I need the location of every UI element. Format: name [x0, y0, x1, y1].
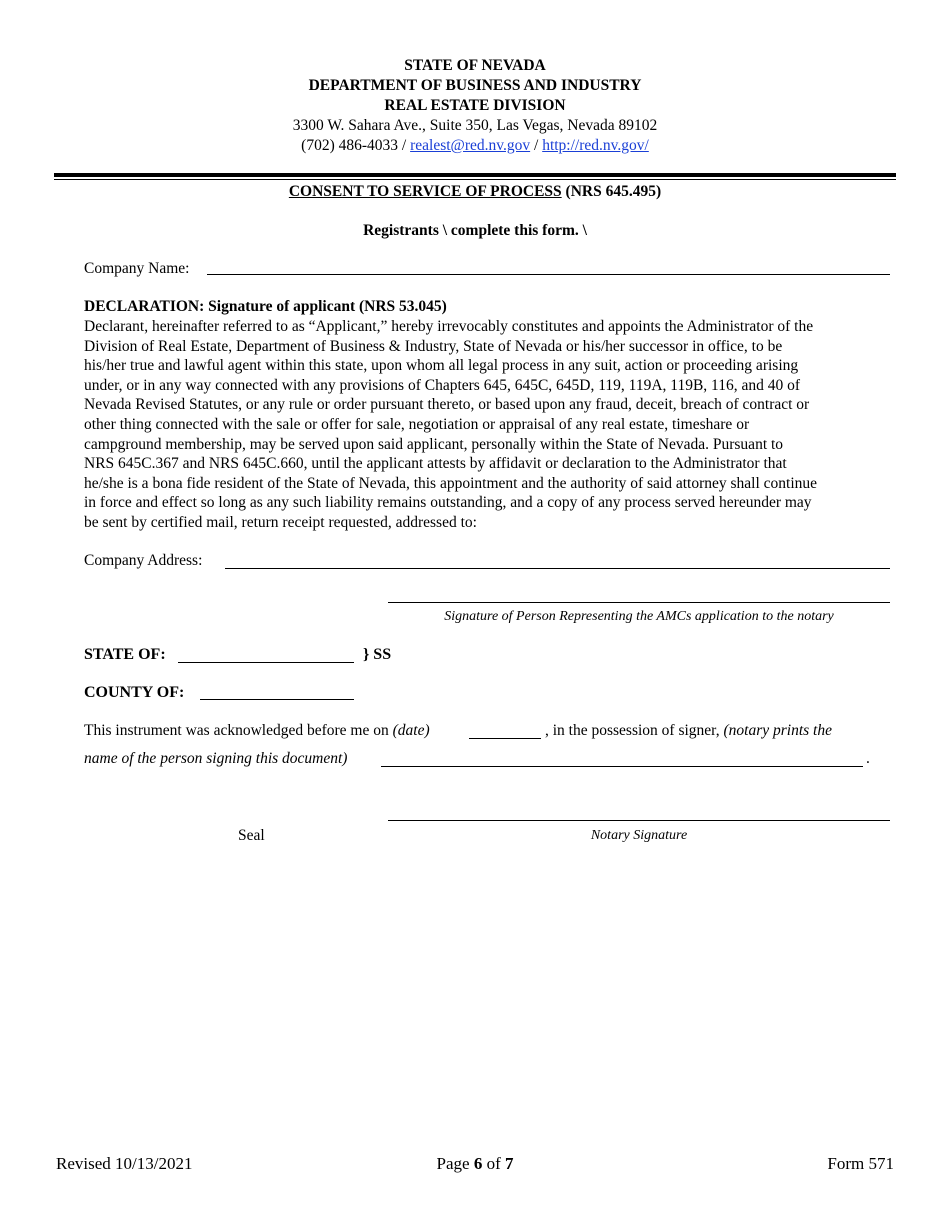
page-total: 7 — [504, 1154, 514, 1173]
ack-date-label: (date) — [392, 722, 430, 739]
state-of-label: STATE OF: — [84, 646, 166, 663]
signature-caption: Signature of Person Representing the AMCs application to the notary — [444, 609, 834, 624]
page-word: Page — [436, 1154, 470, 1173]
header-division: REAL ESTATE DIVISION — [384, 97, 566, 114]
acknowledgement-line-1b — [545, 721, 832, 741]
declaration-line: under, or in any way connected with any provisions of Chapters 645, 645C, 645D, 119, 119A, 119B, 116, and 40 of — [84, 376, 801, 394]
header-contact — [0, 136, 950, 156]
declaration-line: he/she is a bona fide resident of the State of Nevada, this appointment and the authority of said attorney shall continue — [84, 474, 818, 492]
company-name-label: Company Name: — [84, 260, 190, 277]
notary-signature-field[interactable] — [388, 820, 890, 821]
ack-text-2: , in the possession of signer, — [545, 722, 720, 739]
header-separator: / — [401, 137, 407, 154]
declaration-heading: DECLARATION: Signature of applicant (NRS 53.045) — [84, 298, 447, 315]
company-address-field[interactable] — [225, 568, 890, 569]
website-link[interactable]: http://red.nv.gov/ — [542, 137, 649, 154]
signer-name-field[interactable] — [381, 766, 863, 767]
email-link[interactable]: realest@red.nv.gov — [410, 137, 531, 154]
header-divider-thin — [54, 179, 896, 180]
form-title-text: CONSENT TO SERVICE OF PROCESS — [288, 183, 562, 200]
county-of-field[interactable] — [200, 699, 354, 700]
ack-date-field[interactable] — [469, 738, 541, 739]
declaration-line: NRS 645C.367 and NRS 645C.660, until the applicant attests by affidavit or declaration to the Administrator that — [84, 455, 787, 473]
applicant-signature-field[interactable] — [388, 602, 890, 603]
company-address-label: Company Address: — [84, 552, 203, 569]
declaration-line: campground membership, may be served upon said applicant, personally within the State of Nevada. Pursuant to — [84, 435, 784, 453]
form-title-ref: (NRS 645.495) — [565, 183, 662, 200]
ack-notary-prints: (notary prints the — [723, 722, 832, 739]
ack-line-2: name of the person signing this document) — [84, 750, 348, 767]
header-department: DEPARTMENT OF BUSINESS AND INDUSTRY — [308, 77, 642, 94]
declaration-line: his/her true and lawful agent within this state, upon whom all legal process in any suit, action or proceeding arising — [84, 357, 799, 375]
header-separator: / — [534, 137, 539, 154]
ss-label: } SS — [363, 646, 392, 663]
ack-period: . — [866, 750, 870, 767]
state-of-field[interactable] — [178, 662, 354, 663]
declaration-line: in force and effect so long as any such liability remains outstanding, and a copy of any process served hereunder may — [84, 494, 812, 512]
footer-page-number — [0, 1153, 950, 1175]
ack-text: This instrument was acknowledged before me on — [84, 722, 389, 739]
header-address: 3300 W. Sahara Ave., Suite 350, Las Vegas, Nevada 89102 — [292, 117, 658, 134]
header-divider-thick — [54, 173, 896, 177]
notary-signature-caption: Notary Signature — [590, 828, 688, 843]
footer-revised: Revised 10/13/2021 — [56, 1154, 193, 1173]
declaration-line: other thing connected with the sale or offer for sale, negotiation or appraisal of any real estate, timeshare or — [84, 415, 750, 433]
seal-label: Seal — [238, 827, 265, 844]
of-word: of — [486, 1154, 501, 1173]
declaration-line: Declarant, hereinafter referred to as “Applicant,” hereby irrevocably constitutes and appoints the Administrator of the — [84, 318, 814, 335]
company-name-field[interactable] — [207, 274, 890, 275]
declaration-body — [84, 317, 896, 533]
form-title — [0, 182, 950, 202]
header-phone: (702) 486-4033 — [301, 137, 399, 154]
agency-header — [0, 56, 950, 156]
page-current: 6 — [473, 1154, 483, 1173]
declaration-line: Nevada Revised Statutes, or any rule or order pursuant thereto, or based upon any fraud, deceit, breach of contract or — [84, 396, 810, 414]
declaration-line: be sent by certified mail, return receipt requested, addressed to: — [84, 513, 477, 531]
form-instruction: Registrants \ complete this form. \ — [363, 222, 587, 239]
acknowledgement-line-1 — [84, 721, 430, 741]
county-of-label: COUNTY OF: — [84, 684, 185, 701]
footer-form-number: Form 571 — [827, 1154, 894, 1173]
declaration-line: Division of Real Estate, Department of Business & Industry, State of Nevada or his/her successor in office, to be — [84, 337, 783, 355]
header-state: STATE OF NEVADA — [404, 57, 546, 74]
